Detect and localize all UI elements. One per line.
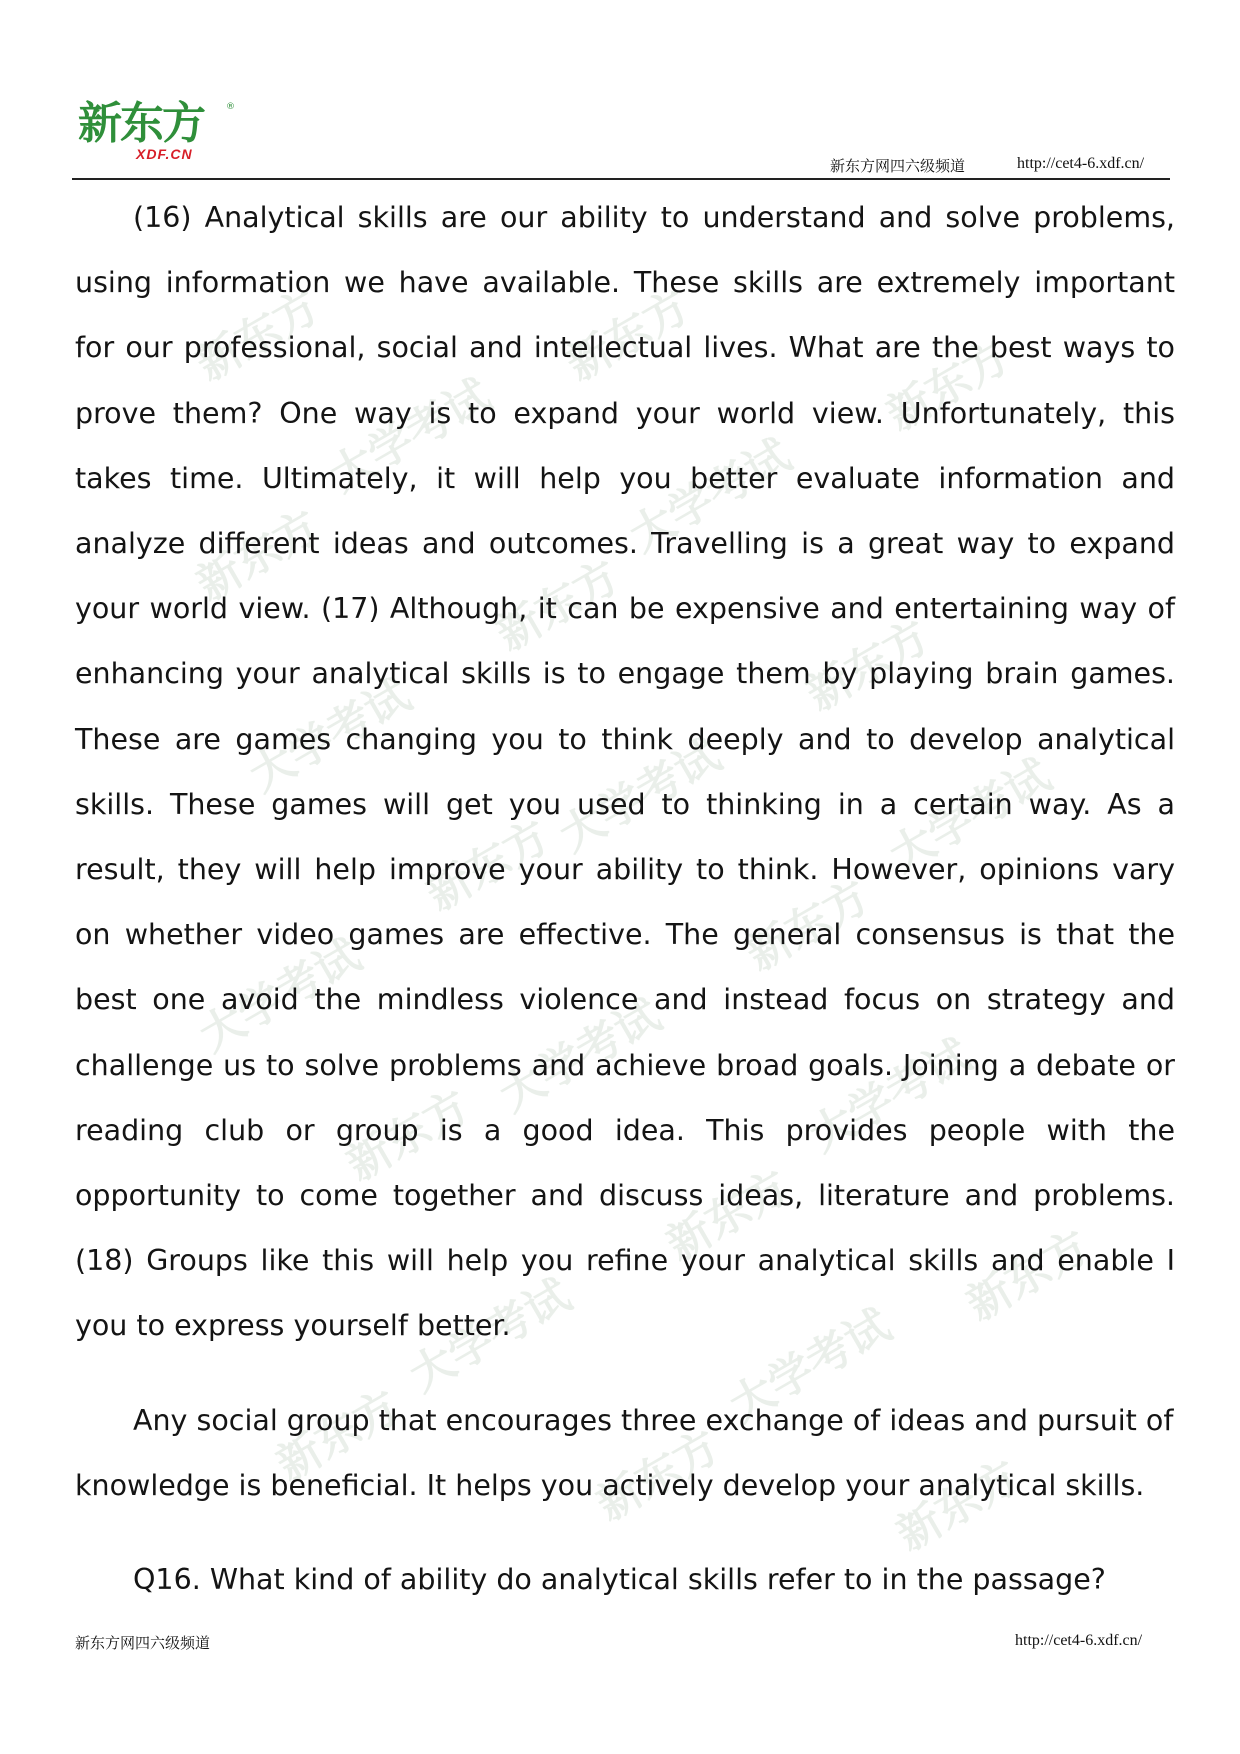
watermark: 新东方 — [418, 810, 559, 921]
watermark: 新东方 — [558, 280, 699, 391]
watermark: 大学考试 — [241, 669, 420, 802]
watermark: 大学考试 — [801, 1029, 980, 1162]
logo-chinese: 新东方 — [78, 98, 204, 149]
footer-url[interactable]: http://cet4-6.xdf.cn/ — [1015, 1632, 1143, 1649]
footer-channel: 新东方网四六级频道 — [75, 1634, 211, 1652]
watermark: 大学考试 — [551, 729, 730, 862]
watermark: 新东方 — [738, 870, 879, 981]
watermark: 大学考试 — [321, 369, 500, 502]
watermark: 新东方 — [888, 1450, 1029, 1561]
passage-paragraph-2: Any social group that encourages three exchange of ideas and pursuit of knowledge is beneficial. It helps you actively develop your analytical skills. — [75, 1403, 1174, 1502]
watermark: 新东方 — [488, 550, 629, 661]
watermark: 新东方 — [958, 1220, 1099, 1331]
question-16: Q16. What kind of ability do analytical skills refer to in the passage? — [133, 1563, 1106, 1597]
watermark: 大学考试 — [721, 1299, 900, 1432]
watermark: 大学考试 — [491, 989, 670, 1122]
watermark: 大学考试 — [881, 749, 1060, 882]
watermark: 新东方 — [188, 500, 329, 611]
watermark: 新东方 — [338, 1080, 479, 1191]
passage-paragraph-1: (16) Analytical skills are our ability to understand and solve problems, using information we have available. These skills are extremely important for our professional, social and intellectual lives. What are the best ways to prove them? One way is to expand your world view. Unfortunately, this takes time. Ultimately, it will help you better evaluate information and analyze different ideas and outcomes. Travelling is a great way to expand your world view. (17) Although, it can be expensive and entertaining way of enhancing your analytical skills is to engage them by playing brain games. These are games changing you to think deeply and to develop analytical skills. These games will get you used to thinking in a certain way. As a result, they will help improve your ability to think. However, opinions vary on whether video games are effective. The general consensus is that the best one avoid the mindless violence and instead focus on strategy and challenge us to solve problems and achieve broad goals. Joining a debate or reading club or group is a good idea. This provides people with the opportunity to come together and discuss ideas, literature and problems. (18) Groups like this will help you refine your analytical skills and enable I you to express yourself better. — [75, 201, 1175, 1343]
watermark: 新东方 — [798, 610, 939, 721]
watermark: 新东方 — [878, 330, 1019, 441]
watermark: 新东方 — [188, 280, 329, 391]
watermark: 新东方 — [658, 1160, 799, 1271]
header-divider — [72, 178, 1170, 180]
watermark: 新东方 — [268, 1380, 409, 1491]
xdf-logo — [78, 100, 238, 170]
header-url[interactable]: http://cet4-6.xdf.cn/ — [1017, 155, 1145, 172]
watermark: 大学考试 — [191, 929, 370, 1062]
watermark: 新东方 — [588, 1420, 729, 1531]
passage-body — [75, 185, 1175, 1612]
registered-mark: ® — [226, 102, 235, 112]
watermark: 大学考试 — [401, 1269, 580, 1402]
logo-english: XDF.CN — [136, 146, 193, 162]
header-channel: 新东方网四六级频道 — [830, 157, 966, 175]
watermark: 大学考试 — [621, 429, 800, 562]
